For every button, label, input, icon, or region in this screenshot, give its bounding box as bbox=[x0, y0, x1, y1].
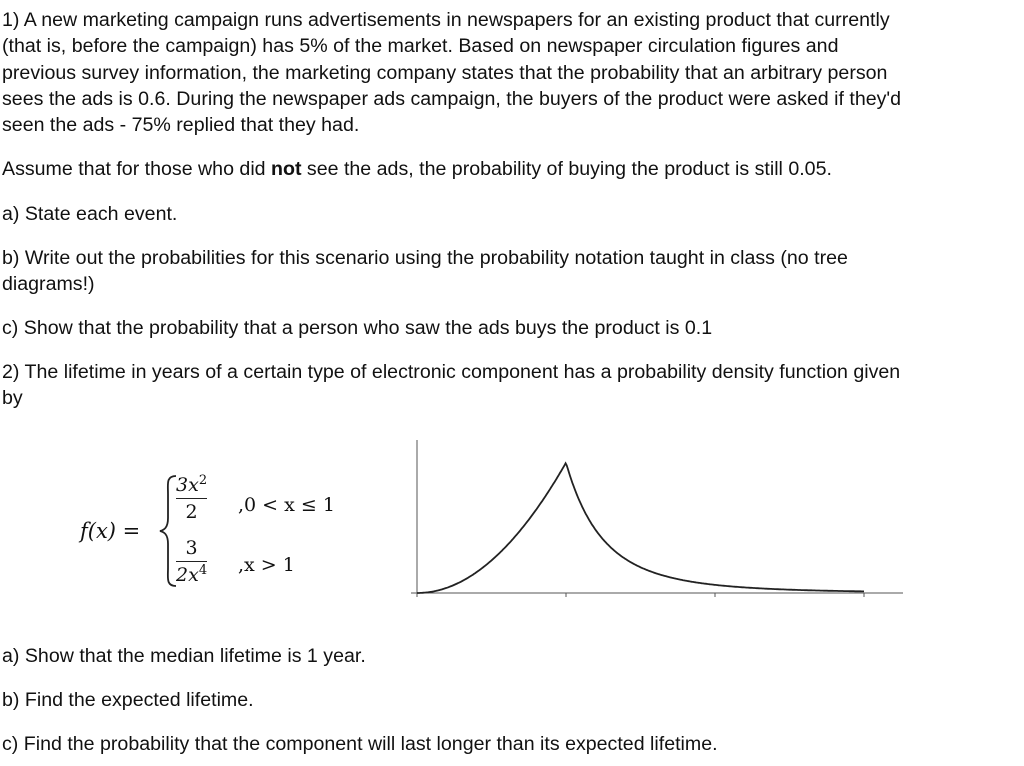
q1-part-b-line-1: b) Write out the probabilities for this scenario using the probability notation taught in class (no tree bbox=[2, 247, 848, 269]
q1-line-4: sees the ads is 0.6. During the newspaper ads campaign, the buyers of the product were asked if they'd bbox=[2, 88, 902, 110]
piece1-bar bbox=[176, 498, 207, 499]
piece2-den-exp: 4 bbox=[198, 563, 208, 578]
pdf-label: f(x) = bbox=[80, 519, 141, 543]
piece2-den-text: 2x bbox=[176, 564, 199, 586]
q1-line-2: (that is, before the campaign) has 5% of the market. Based on newspaper circulation figures and bbox=[2, 35, 839, 57]
piece1-fraction bbox=[176, 474, 207, 523]
q2-part-b: b) Find the expected lifetime. bbox=[2, 689, 254, 711]
q1-line-3: previous survey information, the marketing company states that the probability that an arbitrary person bbox=[2, 62, 888, 84]
q2-part-c: c) Find the probability that the component will last longer than its expected lifetime. bbox=[2, 733, 718, 755]
piece1-num-text: 3x bbox=[176, 474, 199, 496]
assume-pre: Assume that for those who did bbox=[2, 158, 272, 180]
pdf-graph bbox=[400, 432, 910, 608]
q1-part-b-line-2: diagrams!) bbox=[2, 273, 95, 295]
piece1-condition: ,0 < x ≤ 1 bbox=[238, 494, 335, 516]
q1-part-c: c) Show that the probability that a person who saw the ads buys the product is 0.1 bbox=[2, 317, 713, 339]
piece1-num-exp: 2 bbox=[198, 473, 208, 488]
piece2-bar bbox=[176, 561, 207, 562]
pdf-curve bbox=[417, 463, 864, 593]
piece1-denominator: 2 bbox=[185, 501, 198, 523]
q1-part-a: a) State each event. bbox=[2, 203, 178, 225]
q2-line-1: 2) The lifetime in years of a certain type of electronic component has a probability density function given bbox=[2, 361, 901, 383]
piece2-fraction bbox=[176, 537, 207, 586]
q1-assumption bbox=[2, 156, 832, 183]
q2-line-2: by bbox=[2, 387, 23, 409]
assume-post: see the ads, the probability of buying the product is still 0.05. bbox=[301, 158, 832, 180]
q1-line-1: 1) A new marketing campaign runs advertisements in newspapers for an existing product that currently bbox=[2, 9, 890, 31]
piece2-numerator: 3 bbox=[185, 537, 198, 559]
q1-line-5: seen the ads - 75% replied that they had. bbox=[2, 114, 360, 136]
piece2-denominator bbox=[176, 564, 207, 586]
assume-bold: not bbox=[271, 158, 302, 180]
piece2-condition: ,x > 1 bbox=[238, 554, 295, 576]
piece1-numerator bbox=[176, 474, 207, 496]
q2-part-a: a) Show that the median lifetime is 1 year. bbox=[2, 645, 366, 667]
